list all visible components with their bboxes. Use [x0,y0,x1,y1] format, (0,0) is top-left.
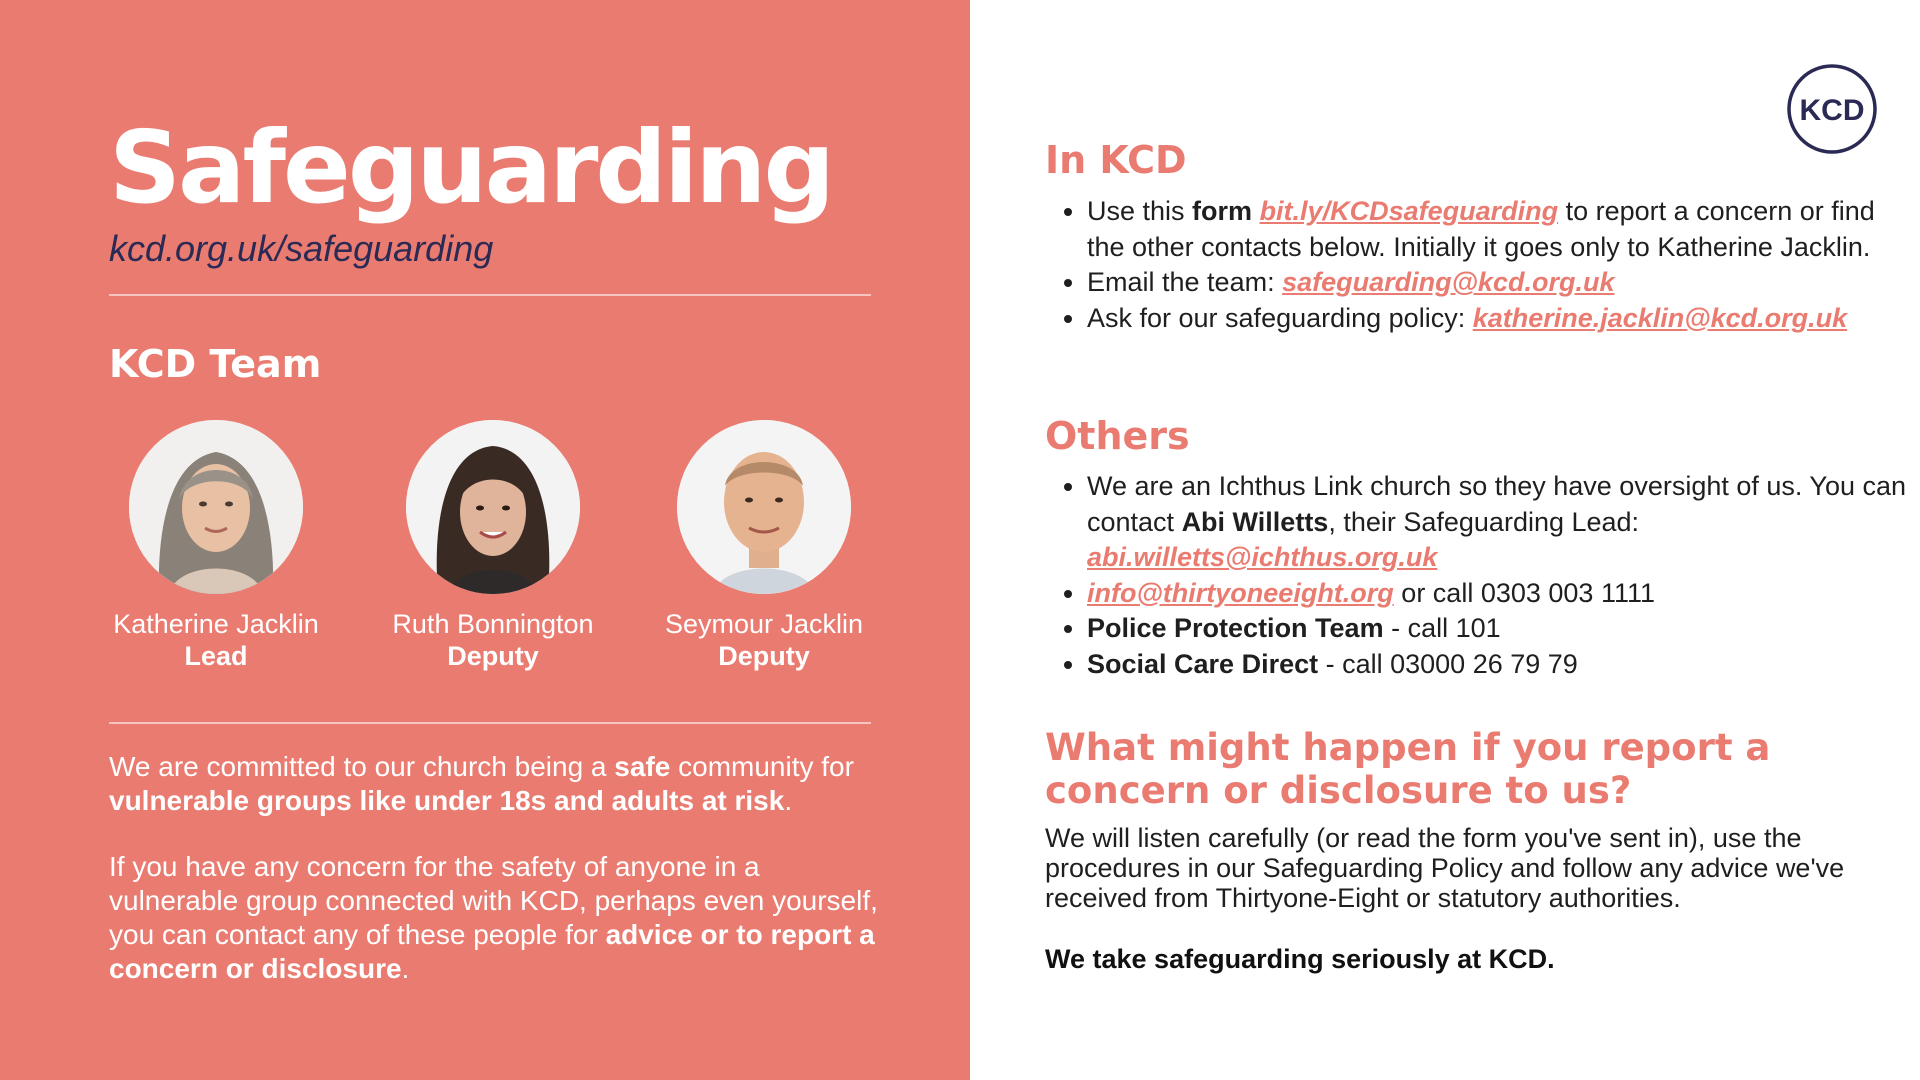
closing-statement: We take safeguarding seriously at KCD. [1045,944,1555,974]
text: If you have any concern for the safety of anyone in a vulnerable group connected with KCD, perhaps even yourself, you can contact any of these people for [109,851,878,950]
text: . [784,785,793,816]
member-name: Seymour Jacklin [664,609,864,639]
emphasis: Abi Willetts [1181,506,1329,537]
text: - call 101 [1383,613,1501,643]
person-photo-icon [677,420,851,594]
concern-paragraph [109,850,889,986]
avatar-seymour [677,420,851,594]
text: - call 03000 26 79 79 [1318,648,1578,679]
emphasis: safe [614,751,671,782]
avatar-katherine [129,420,303,594]
member-role: Lead [184,641,248,672]
team-member-katherine [86,420,346,673]
member-role: Deputy [718,641,810,672]
page-title: Safeguarding [109,109,833,226]
what-happens-body: We will listen carefully (or read the form you've sent in), use the procedures in our Safeguarding Policy and follow any advice we've received from Thirtyone-Eight or statutory authorities. [1045,823,1845,913]
kcd-logo-icon [1785,62,1879,156]
list-item [1087,194,1917,265]
text: We are an Ichthus Link church so they have oversight of us. You can contact [1087,471,1907,537]
text: , their Safeguarding Lead: [1328,506,1640,537]
in-kcd-heading: In KCD [1045,138,1187,182]
emphasis: form [1192,196,1253,226]
member-role: Deputy [447,641,539,672]
text: to report a concern or find the other contacts below. Initially it goes only to Katherine Jacklin. [1087,196,1875,262]
others-heading: Others [1045,414,1190,458]
text: Ask for our safeguarding policy: [1087,302,1473,333]
list-item [1087,647,1917,683]
text: We are committed to our church being a [109,751,615,782]
thirtyoneeight-email-link[interactable]: info@thirtyoneeight.org [1087,577,1394,608]
text: community for [670,751,854,782]
team-email-link[interactable]: safeguarding@kcd.org.uk [1282,267,1615,297]
person-photo-icon [129,420,303,594]
list-item [1087,265,1917,301]
text: or call 0303 003 1111 [1393,577,1655,608]
policy-email-link[interactable]: katherine.jacklin@kcd.org.uk [1472,302,1848,333]
others-list [1045,469,1917,682]
person-photo-icon [406,420,580,594]
text [1252,196,1260,226]
kcd-logo [1785,62,1879,156]
team-member-seymour [634,420,894,673]
emphasis: advice or to report a concern or disclosure [109,919,875,984]
emphasis: vulnerable groups like under 18s and adults at risk [109,785,785,816]
safeguarding-url[interactable]: kcd.org.uk/safeguarding [109,228,494,269]
emphasis: Social Care Direct [1087,648,1319,679]
in-kcd-list [1045,194,1917,336]
divider [109,294,871,296]
emphasis: Police Protection Team [1087,613,1384,643]
member-name: Katherine Jacklin [113,609,319,639]
form-link[interactable]: bit.ly/KCDsafeguarding [1259,196,1559,226]
text: Email the team: [1087,267,1283,297]
text: Use this [1087,196,1193,226]
member-name: Ruth Bonnington [392,609,594,639]
commitment-paragraph [109,750,889,818]
text: . [401,953,410,984]
list-item [1087,611,1917,647]
logo-text: KCD [1799,94,1865,127]
what-happens-heading: What might happen if you report a concern or disclosure to us? [1045,726,1771,812]
team-heading: KCD Team [109,342,322,386]
ichthus-email-link[interactable]: abi.willetts@ichthus.org.uk [1087,542,1438,572]
list-item [1087,469,1917,576]
list-item [1087,301,1917,337]
team-member-ruth [363,420,623,673]
divider [109,722,871,724]
list-item [1087,576,1917,612]
avatar-ruth [406,420,580,594]
